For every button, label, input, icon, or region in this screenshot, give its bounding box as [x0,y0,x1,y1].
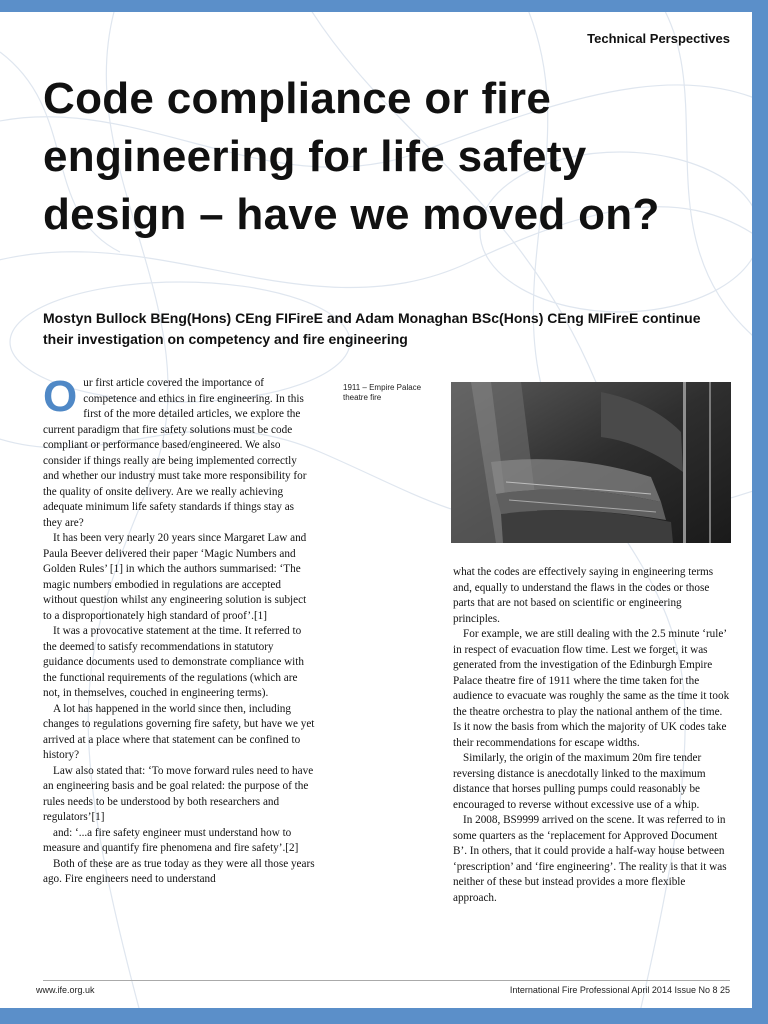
footer-divider [43,980,730,981]
body-paragraph: ur first article covered the importance of competence and ethics in fire engineering. In this first of the more detailed articles, we explore the current paradigm that fire safety solutions must be code compliant or performance based/engineered. We also consider if things really are being implemented correctly and whether our industry must take more responsibility for the quality of onsite delivery. Are we really achieving adequate minimum life safety standards if things stay as they are? [43,377,307,529]
footer-website: www.ife.org.uk [36,985,95,995]
body-paragraph: It was a provocative statement at the time. It referred to the deemed to satisfy recommendations in statutory guidance documents used to demonstrate compliance with the functional requirements of the regulations (which are not, in themselves, couched in engineering terms). [43,625,304,699]
body-paragraph: Law also stated that: ‘To move forward rules need to have an engineering basis and be goal related: the purpose of the rules needs to be understood by both researchers and regulators’[1] [43,764,314,823]
drop-cap: O [43,372,78,421]
body-paragraph: A lot has happened in the world since then, including changes to regulations governing fire safety, but have we yet arrived at a place where that statement can be confined to history? [43,702,315,761]
body-paragraph: and: ‘...a fire safety engineer must understand how to measure and quantify fire phenomena and fire safety’.[2] [43,826,299,854]
left-column [43,372,315,888]
right-column [453,565,731,906]
section-label: Technical Perspectives [587,31,730,46]
photo-caption: 1911 – Empire Palace theatre fire [343,383,422,402]
body-paragraph: Similarly, the origin of the maximum 20m fire tender reversing distance is anecdotally linked to the maximum distance that horses pulling pumps could reasonably be encouraged to reverse without excessive use of a whip. [453,752,706,811]
body-paragraph: what the codes are effectively saying in engineering terms and, equally to understand the flaws in the codes or those parts that are not based on scientific or engineering principles. [453,566,714,625]
article-title: Code compliance or fire engineering for life safety design – have we moved on? [43,74,660,239]
theatre-interior-image [451,382,731,543]
body-paragraph: In 2008, BS9999 arrived on the scene. It was referred to in some quarters as the ‘replacement for Approved Document B’. In others, that it could provide a half-way house between ‘prescription’ and ‘fire engineering’. The reality is that it was neither of these but instead provides a more flexible approach. [453,814,727,904]
body-paragraph: Both of these are as true today as they were all those years ago. Fire engineers need to understand [43,857,315,885]
body-paragraph: It has been very nearly 20 years since Margaret Law and Paula Beever delivered their paper ‘Magic Numbers and Golden Rules’ [1] in which the authors summarised: ‘The magic numbers embodied in regulations are accepted without question whilst any engineering solution is subject to a disproportionately high standard of proof’.[1] [43,532,307,622]
footer-publication-info: International Fire Professional April 2014 Issue No 8 25 [509,985,730,995]
body-paragraph: For example, we are still dealing with the 2.5 minute ‘rule’ in respect of evacuation flow time. Lest we forget, it was generated from the investigation of the Edinburgh Empire Palace theatre fire of 1911 where the time taken for the audience to evacuate was roughly the same as the time it took the theatre orchestra to play the national anthem of the time. Is it now the basis from which the majority of UK codes take their recommendations for escape widths. [453,628,730,749]
magazine-page [0,12,752,1008]
theatre-fire-photo [451,382,731,543]
article-standfirst: Mostyn Bullock BEng(Hons) CEng FIFireE and Adam Monaghan BSc(Hons) CEng MIFireE continue their investigation on competency and fire engineering [43,310,701,347]
